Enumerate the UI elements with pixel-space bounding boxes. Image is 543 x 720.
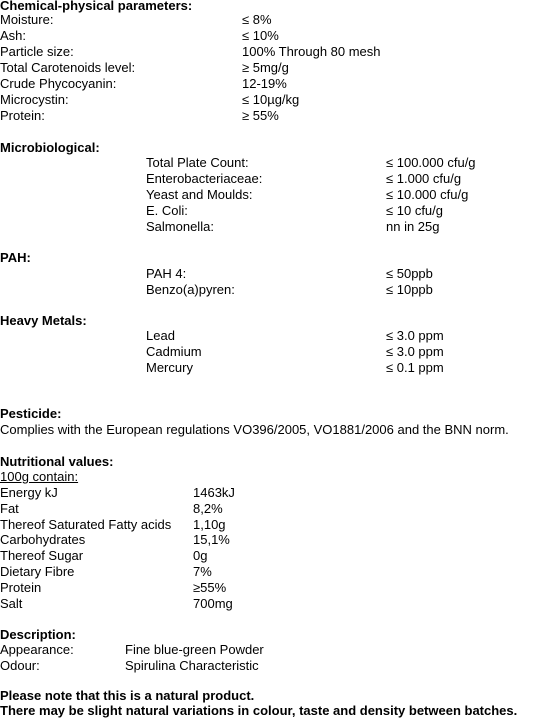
pah-label-benzopyren: Benzo(a)pyren: bbox=[146, 282, 235, 297]
note-line-2: There may be slight natural variations in colour, taste and density between batches. bbox=[0, 703, 518, 718]
micro-value-salmonella: nn in 25g bbox=[386, 219, 440, 234]
nutrition-label-fat: Fat bbox=[0, 501, 19, 516]
nutrition-label-saturated-fat: Thereof Saturated Fatty acids bbox=[0, 517, 172, 532]
nutrition-value-salt: 700mg bbox=[193, 596, 233, 611]
nutrition-label-energy: Energy kJ bbox=[0, 485, 58, 500]
nutrition-value-protein: ≥55% bbox=[193, 580, 227, 595]
micro-value-total-plate-count: ≤ 100.000 cfu/g bbox=[386, 155, 476, 170]
description-value-appearance: Fine blue-green Powder bbox=[125, 642, 264, 657]
micro-heading: Microbiological: bbox=[0, 140, 100, 155]
metals-heading: Heavy Metals: bbox=[0, 313, 87, 328]
chemical-label-phycocyanin: Crude Phycocyanin: bbox=[0, 76, 117, 91]
chemical-label-microcystin: Microcystin: bbox=[0, 92, 69, 107]
pah-value-benzopyren: ≤ 10ppb bbox=[386, 282, 433, 297]
description-heading: Description: bbox=[0, 627, 76, 642]
nutrition-heading: Nutritional values: bbox=[0, 454, 114, 469]
metals-value-cadmium: ≤ 3.0 ppm bbox=[386, 344, 444, 359]
note-line-1: Please note that this is a natural product. bbox=[0, 688, 255, 703]
chemical-value-ash: ≤ 10% bbox=[242, 28, 279, 43]
nutrition-value-fibre: 7% bbox=[193, 564, 212, 579]
nutrition-label-carbohydrates: Carbohydrates bbox=[0, 532, 86, 547]
nutrition-value-fat: 8,2% bbox=[193, 501, 223, 516]
metals-value-lead: ≤ 3.0 ppm bbox=[386, 328, 444, 343]
chemical-label-protein: Protein: bbox=[0, 108, 45, 123]
nutrition-value-saturated-fat: 1,10g bbox=[193, 517, 226, 532]
micro-value-yeast-moulds: ≤ 10.000 cfu/g bbox=[386, 187, 469, 202]
pesticide-heading: Pesticide: bbox=[0, 406, 62, 421]
nutrition-subheading: 100g contain: bbox=[0, 469, 79, 484]
micro-label-enterobacteriaceae: Enterobacteriaceae: bbox=[146, 171, 263, 186]
pah-heading: PAH: bbox=[0, 250, 31, 265]
nutrition-value-sugar: 0g bbox=[193, 548, 208, 563]
micro-label-e-coli: E. Coli: bbox=[146, 203, 188, 218]
metals-label-mercury: Mercury bbox=[146, 360, 193, 375]
chemical-value-particle-size: 100% Through 80 mesh bbox=[242, 44, 381, 59]
pah-value-pah4: ≤ 50ppb bbox=[386, 266, 433, 281]
nutrition-value-carbohydrates: 15,1% bbox=[193, 532, 230, 547]
chemical-label-carotenoids: Total Carotenoids level: bbox=[0, 60, 136, 75]
micro-value-enterobacteriaceae: ≤ 1.000 cfu/g bbox=[386, 171, 462, 186]
micro-label-yeast-moulds: Yeast and Moulds: bbox=[146, 187, 253, 202]
chemical-value-protein: ≥ 55% bbox=[242, 108, 279, 123]
nutrition-label-sugar: Thereof Sugar bbox=[0, 548, 84, 563]
nutrition-value-energy: 1463kJ bbox=[193, 485, 235, 500]
chemical-value-microcystin: ≤ 10µg/kg bbox=[242, 92, 300, 107]
metals-label-lead: Lead bbox=[146, 328, 175, 343]
description-label-appearance: Appearance: bbox=[0, 642, 74, 657]
chemical-value-phycocyanin: 12-19% bbox=[242, 76, 287, 91]
chemical-label-moisture: Moisture: bbox=[0, 12, 54, 27]
chemical-value-moisture: ≤ 8% bbox=[242, 12, 272, 27]
chemical-heading: Chemical-physical parameters: bbox=[0, 0, 193, 13]
chemical-label-particle-size: Particle size: bbox=[0, 44, 74, 59]
micro-value-e-coli: ≤ 10 cfu/g bbox=[386, 203, 444, 218]
metals-label-cadmium: Cadmium bbox=[146, 344, 202, 359]
description-label-odour: Odour: bbox=[0, 658, 40, 673]
nutrition-label-salt: Salt bbox=[0, 596, 23, 611]
nutrition-label-fibre: Dietary Fibre bbox=[0, 564, 75, 579]
micro-label-total-plate-count: Total Plate Count: bbox=[146, 155, 249, 170]
metals-value-mercury: ≤ 0.1 ppm bbox=[386, 360, 444, 375]
nutrition-label-protein: Protein bbox=[0, 580, 42, 595]
chemical-label-ash: Ash: bbox=[0, 28, 27, 43]
pah-label-pah4: PAH 4: bbox=[146, 266, 187, 281]
pesticide-text: Complies with the European regulations VO396/2005, VO1881/2006 and the BNN norm. bbox=[0, 422, 509, 437]
micro-label-salmonella: Salmonella: bbox=[146, 219, 214, 234]
chemical-value-carotenoids: ≥ 5mg/g bbox=[242, 60, 289, 75]
description-value-odour: Spirulina Characteristic bbox=[125, 658, 259, 673]
